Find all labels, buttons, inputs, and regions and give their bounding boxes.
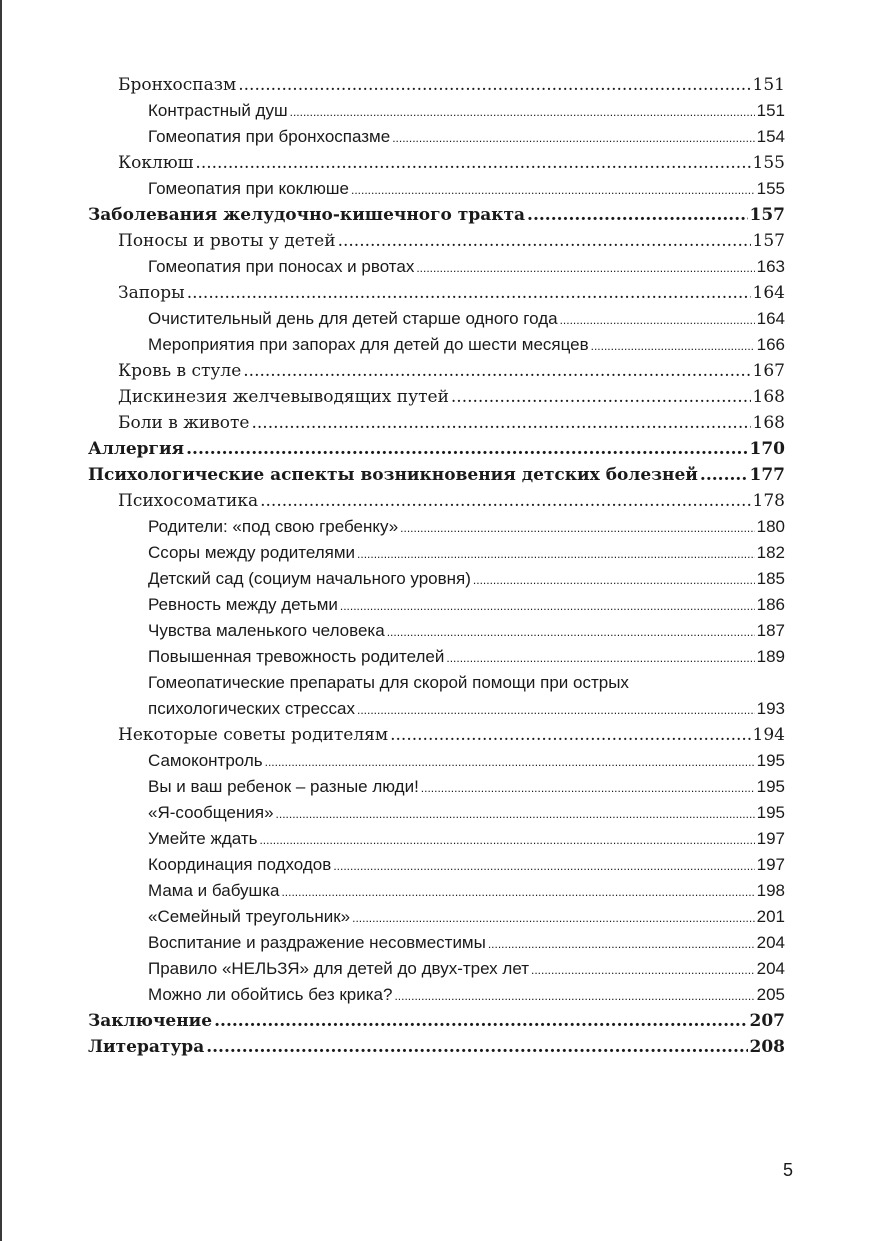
toc-chapter[interactable] — [88, 462, 785, 488]
toc-entry[interactable] — [88, 384, 785, 410]
toc-entry-page: 195 — [756, 777, 785, 796]
toc-entry-title: Коклюш — [118, 153, 194, 173]
toc-entry[interactable] — [88, 852, 785, 878]
toc-entry[interactable] — [88, 514, 785, 540]
toc-entry-title: Кровь в стуле — [118, 361, 242, 381]
dot-leader — [214, 1008, 747, 1034]
toc-entry[interactable] — [88, 618, 785, 644]
dot-leader — [421, 775, 755, 800]
dot-leader — [531, 957, 755, 982]
dot-leader — [186, 436, 747, 462]
toc-entry[interactable] — [88, 150, 785, 176]
toc-entry[interactable] — [88, 540, 785, 566]
dot-leader — [392, 125, 754, 150]
toc-chapter-page: 170 — [749, 439, 785, 459]
toc-entry[interactable] — [88, 800, 785, 826]
toc-entry-title: Вы и ваш ребенок – разные люди! — [148, 777, 419, 796]
toc-entry-title: Повышенная тревожность родителей — [148, 647, 445, 666]
toc-entry-page: 186 — [756, 595, 785, 614]
toc-entry-title: Правило «НЕЛЬЗЯ» для детей до двух-трех лет — [148, 959, 529, 978]
toc-entry-title: Самоконтроль — [148, 751, 263, 770]
toc-entry-page: 168 — [752, 387, 785, 407]
toc-entry-page: 151 — [756, 101, 785, 120]
toc-chapter[interactable] — [88, 1008, 785, 1034]
toc-entry-page: 194 — [752, 725, 785, 745]
toc-entry-title: Детский сад (социум начального уровня) — [148, 569, 471, 588]
toc-entry-page: 168 — [752, 413, 785, 433]
toc-chapter-title: Литература — [88, 1037, 205, 1057]
toc-entry[interactable] — [88, 280, 785, 306]
toc-entry[interactable] — [88, 488, 785, 514]
dot-leader — [488, 931, 755, 956]
toc-entry-page: 155 — [752, 153, 785, 173]
dot-leader — [357, 697, 755, 722]
toc-entry-page: 167 — [752, 361, 785, 381]
toc-entry-page: 178 — [752, 491, 785, 511]
toc-entry-title: Можно ли обойтись без крика? — [148, 985, 393, 1004]
dot-leader — [527, 202, 747, 228]
toc-chapter[interactable] — [88, 202, 785, 228]
toc-entry-title: Дискинезия желчевыводящих путей — [118, 387, 449, 407]
dot-leader — [243, 358, 750, 384]
dot-leader — [251, 410, 750, 436]
toc-entry-title: психологических стрессах — [148, 699, 355, 718]
dot-leader — [290, 99, 755, 124]
dot-leader — [387, 619, 755, 644]
toc-entry[interactable] — [88, 878, 785, 904]
toc-entry-title-line1[interactable]: Гомеопатические препараты для скорой помощи при острых — [148, 673, 629, 692]
toc-entry-title: Бронхоспазм — [118, 75, 237, 95]
toc-entry-page: 189 — [756, 647, 785, 666]
toc-entry-title: Запоры — [118, 283, 185, 303]
toc-entry-page: 155 — [756, 179, 785, 198]
toc-entry[interactable] — [88, 826, 785, 852]
toc-entry[interactable] — [88, 306, 785, 332]
dot-leader — [276, 801, 755, 826]
dot-leader — [416, 255, 754, 280]
dot-leader — [259, 827, 754, 852]
dot-leader — [206, 1034, 747, 1060]
toc-entry[interactable] — [88, 176, 785, 202]
toc-entry-title: Родители: «под свою гребенку» — [148, 517, 399, 536]
toc-entry-page: 151 — [752, 75, 785, 95]
toc-entry[interactable] — [88, 956, 785, 982]
toc-entry[interactable] — [88, 566, 785, 592]
toc-entry-page: 195 — [756, 803, 785, 822]
dot-leader — [187, 280, 751, 306]
toc-entry-title: Контрастный душ — [148, 101, 288, 120]
toc-chapter-title: Заключение — [88, 1011, 213, 1031]
toc-entry[interactable] — [88, 644, 785, 670]
toc-entry-title: Умейте ждать — [148, 829, 258, 848]
toc-entry[interactable] — [88, 592, 785, 618]
toc-entry-page: 180 — [756, 517, 785, 536]
toc-entry-title: Гомеопатия при поносах и рвотах — [148, 257, 415, 276]
toc-chapter-title: Аллергия — [88, 439, 185, 459]
toc-chapter-page: 208 — [749, 1037, 785, 1057]
toc-entry-title: Психосоматика — [118, 491, 259, 511]
toc-entry[interactable] — [88, 358, 785, 384]
toc-entry-title: Чувства маленького человека — [148, 621, 385, 640]
toc-chapter[interactable] — [88, 436, 785, 462]
toc-entry-title: Ревность между детьми — [148, 595, 338, 614]
toc-entry-title: Очистительный день для детей старше одного года — [148, 309, 558, 328]
toc-entry-page: 204 — [756, 959, 785, 978]
toc-entry-page: 166 — [756, 335, 785, 354]
toc-entry-page: 157 — [752, 231, 785, 251]
toc-entry-title: Гомеопатия при коклюше — [148, 179, 349, 198]
dot-leader — [195, 150, 750, 176]
table-of-contents — [88, 72, 785, 1060]
toc-entry-page: 197 — [756, 829, 785, 848]
toc-entry-page: 185 — [756, 569, 785, 588]
toc-entry-page: 195 — [756, 751, 785, 770]
dot-leader — [333, 853, 754, 878]
dot-leader — [700, 462, 748, 488]
toc-entry[interactable] — [88, 72, 785, 98]
dot-leader — [351, 177, 755, 202]
toc-entry[interactable] — [88, 930, 785, 956]
toc-entry-page: 193 — [756, 699, 785, 718]
toc-entry-page: 154 — [756, 127, 785, 146]
dot-leader — [238, 72, 750, 98]
dot-leader — [473, 567, 755, 592]
toc-entry-page: 204 — [756, 933, 785, 952]
dot-leader — [560, 307, 755, 332]
toc-entry-title: Мама и бабушка — [148, 881, 280, 900]
page-number: 5 — [783, 1160, 794, 1180]
toc-entry-title: «Я-сообщения» — [148, 803, 274, 822]
dot-leader — [591, 333, 755, 358]
toc-entry-page: 163 — [756, 257, 785, 276]
toc-entry[interactable] — [88, 332, 785, 358]
toc-entry-title: Воспитание и раздражение несовместимы — [148, 933, 486, 952]
toc-entry-title: Гомеопатия при бронхоспазме — [148, 127, 391, 146]
dot-leader — [451, 384, 751, 410]
toc-entry[interactable] — [88, 228, 785, 254]
dot-leader — [394, 983, 754, 1008]
toc-entry-page: 187 — [756, 621, 785, 640]
toc-entry[interactable] — [88, 98, 785, 124]
dot-leader — [400, 515, 754, 540]
toc-entry-page: 197 — [756, 855, 785, 874]
toc-entry[interactable] — [88, 904, 785, 930]
toc-entry[interactable] — [88, 410, 785, 436]
toc-entry[interactable] — [88, 254, 785, 280]
toc-chapter-page: 157 — [749, 205, 785, 225]
dot-leader — [338, 228, 751, 254]
dot-leader — [281, 879, 754, 904]
dot-leader — [340, 593, 755, 618]
toc-chapter-title: Психологические аспекты возникновения детских болезней — [88, 465, 698, 485]
toc-entry[interactable] — [88, 774, 785, 800]
dot-leader — [352, 905, 755, 930]
toc-entry-page: 164 — [752, 283, 785, 303]
toc-entry-page: 198 — [756, 881, 785, 900]
toc-entry-page: 182 — [756, 543, 785, 562]
toc-entry-page: 164 — [756, 309, 785, 328]
toc-chapter[interactable] — [88, 1034, 785, 1060]
dot-leader — [446, 645, 754, 670]
dot-leader — [390, 722, 750, 748]
toc-entry-title: Боли в животе — [118, 413, 250, 433]
dot-leader — [357, 541, 755, 566]
toc-entry-title: Мероприятия при запорах для детей до шести месяцев — [148, 335, 589, 354]
toc-entry[interactable] — [88, 748, 785, 774]
page-edge-line — [0, 0, 2, 1241]
toc-chapter-page: 207 — [749, 1011, 785, 1031]
toc-entry-title: Ссоры между родителями — [148, 543, 356, 562]
toc-entry-title: «Семейный треугольник» — [148, 907, 351, 926]
toc-entry-page: 201 — [756, 907, 785, 926]
toc-entry-title: Некоторые советы родителям — [118, 725, 389, 745]
toc-entry[interactable] — [88, 696, 785, 722]
toc-chapter-title: Заболевания желудочно-кишечного тракта — [88, 205, 526, 225]
toc-entry[interactable] — [88, 982, 785, 1008]
dot-leader — [260, 488, 750, 514]
toc-chapter-page: 177 — [749, 465, 785, 485]
toc-entry-page: 205 — [756, 985, 785, 1004]
toc-entry[interactable] — [88, 124, 785, 150]
dot-leader — [265, 749, 755, 774]
toc-entry-title: Координация подходов — [148, 855, 332, 874]
toc-entry-title: Поносы и рвоты у детей — [118, 231, 336, 251]
toc-entry[interactable] — [88, 722, 785, 748]
